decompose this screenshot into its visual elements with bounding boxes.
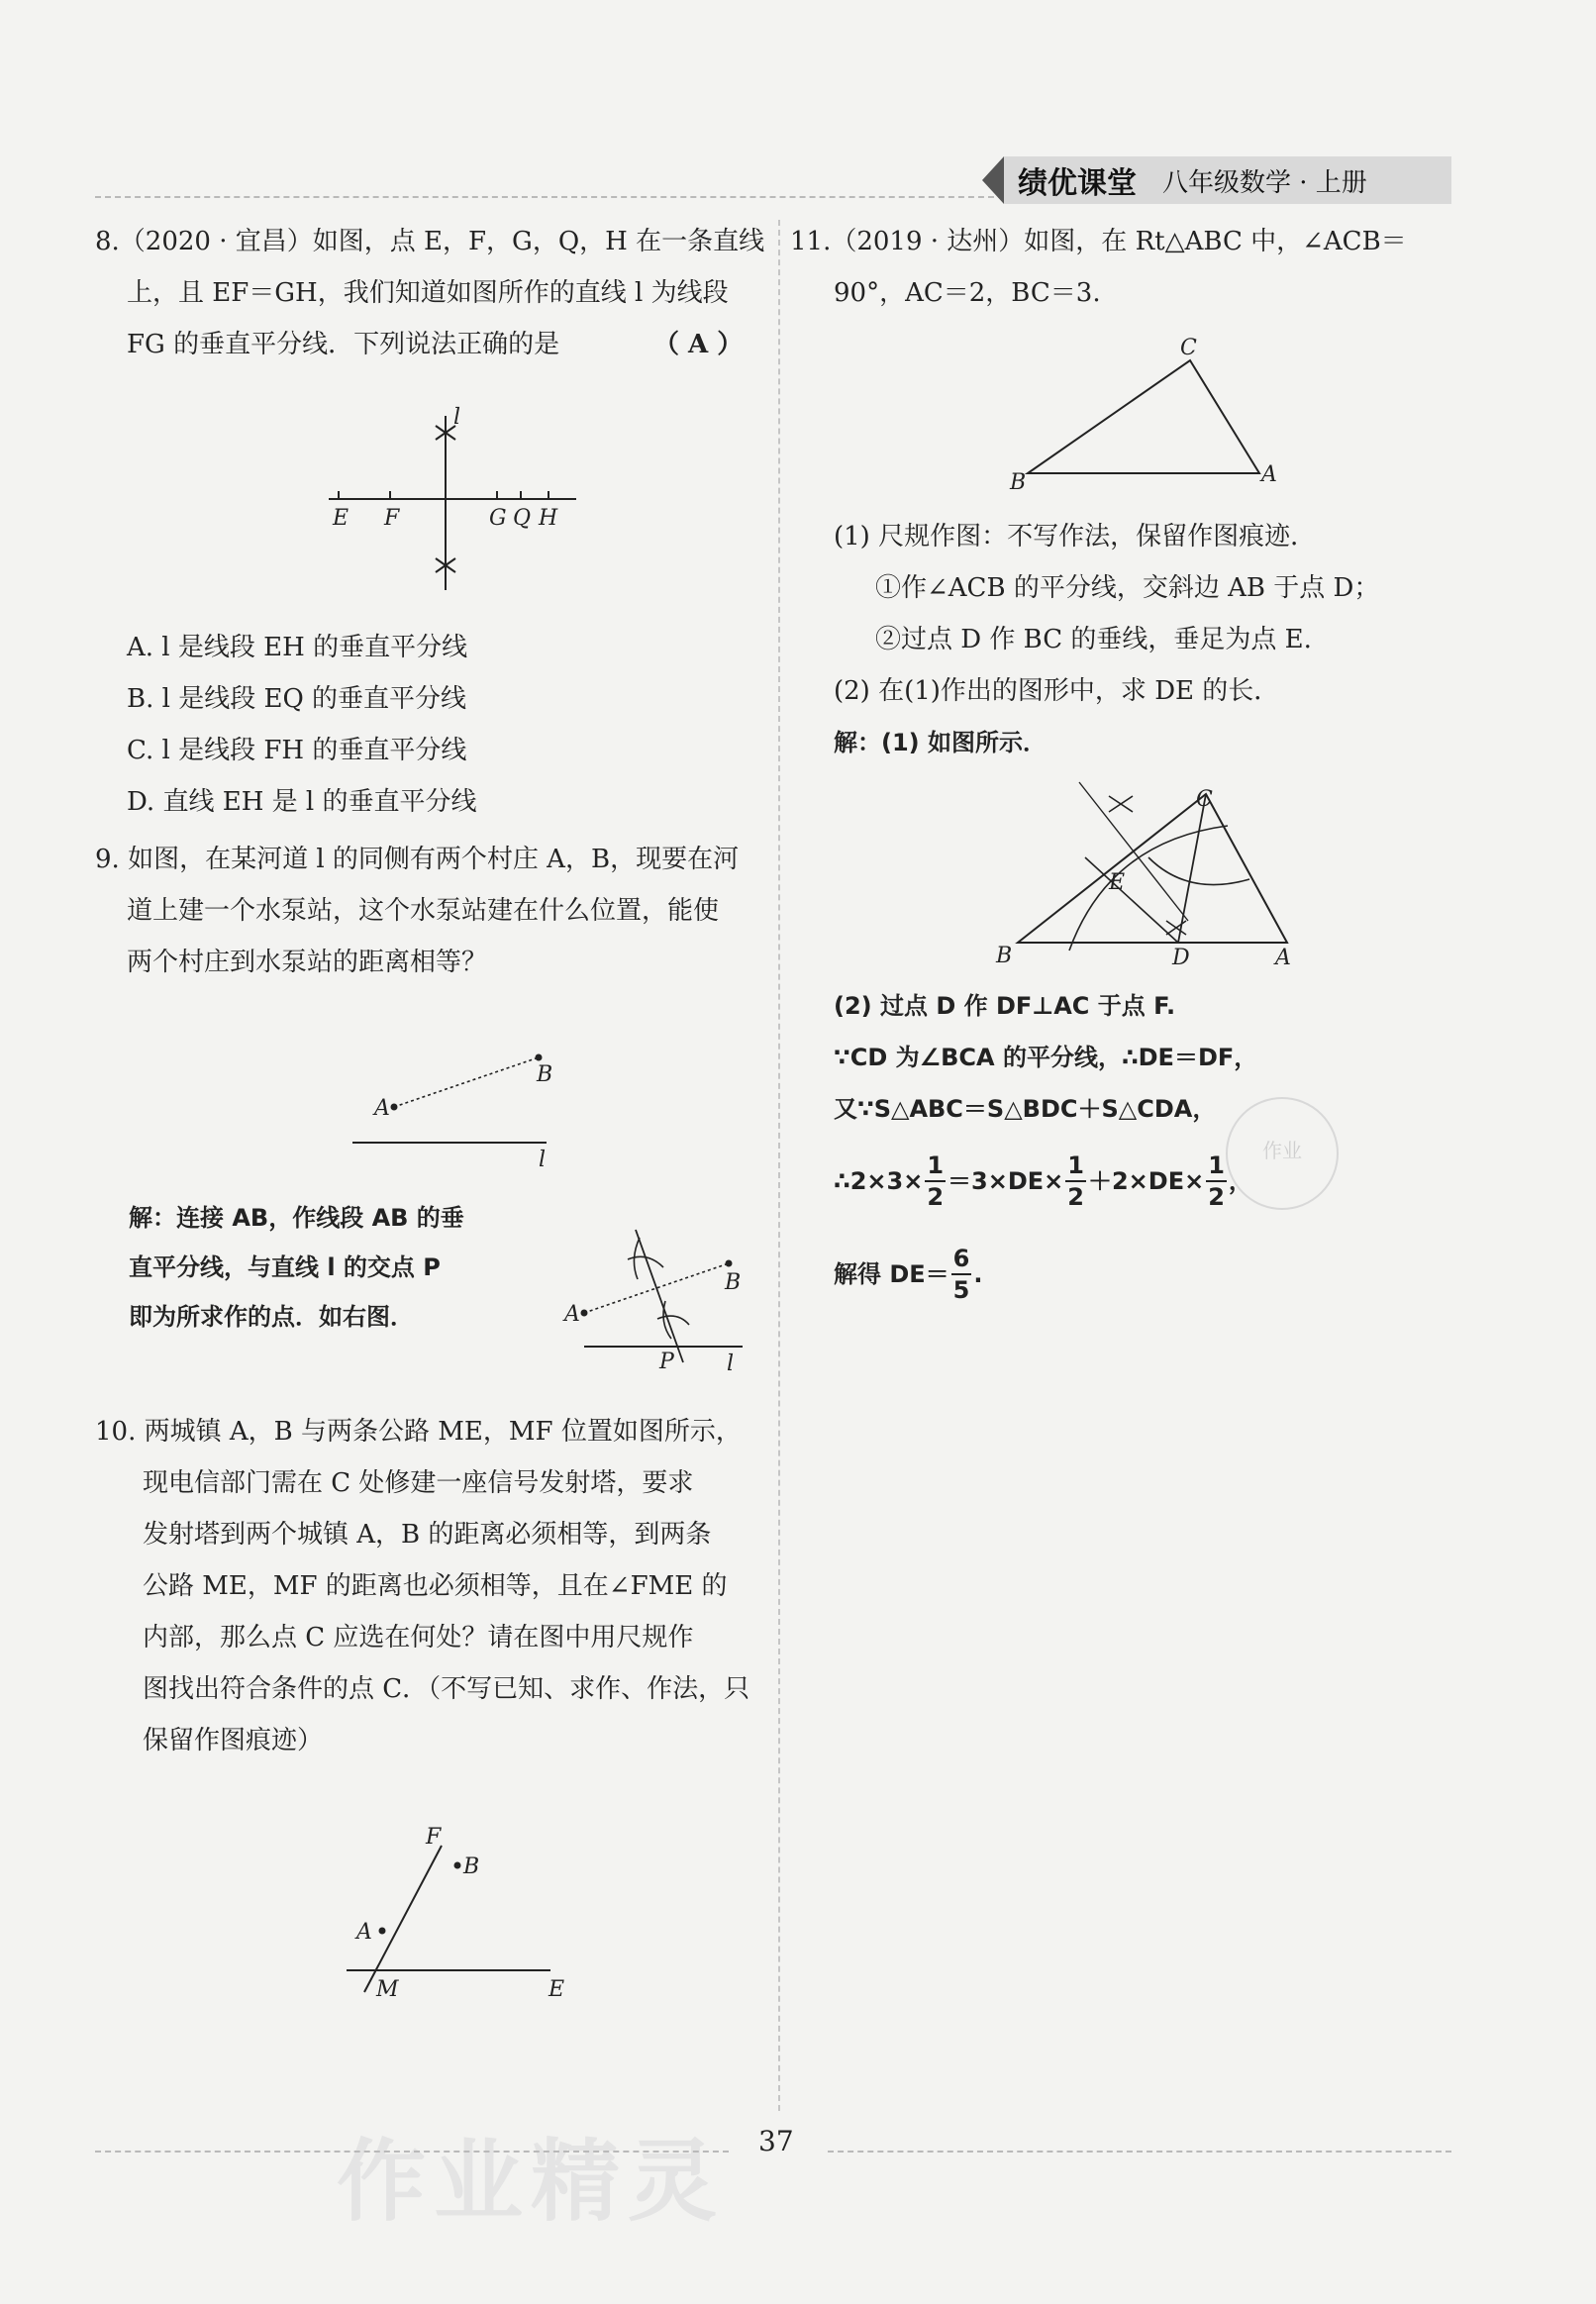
q11-solution-5-part-d: ， bbox=[1228, 1167, 1252, 1195]
q11-solution-5 bbox=[834, 1151, 1252, 1212]
q8-answer: （ A ） bbox=[653, 330, 744, 359]
page-number: 37 bbox=[758, 2125, 794, 2157]
q11-fraction-2-den: 2 bbox=[1067, 1183, 1084, 1211]
q11-fraction-1-den: 2 bbox=[927, 1183, 945, 1211]
q11-solution-6 bbox=[834, 1244, 983, 1305]
q11-part-1b: ②过点 D 作 BC 的垂线，垂足为点 E. bbox=[875, 625, 1312, 654]
q10-label-M: M bbox=[376, 1977, 399, 2002]
q11-solution-2: (2) 过点 D 作 DF⊥AC 于点 F. bbox=[834, 992, 1176, 1020]
q8-option-c: C. l 是线段 FH 的垂直平分线 bbox=[127, 736, 467, 765]
q11-fraction-de-num: 6 bbox=[951, 1244, 972, 1275]
q11-label-C: C bbox=[1180, 336, 1197, 360]
q10-line-5: 内部，那么点 C 应选在何处？请在图中用尺规作 bbox=[143, 1623, 694, 1653]
q9-solution-1: 解：连接 AB，作线段 AB 的垂 bbox=[129, 1204, 464, 1232]
q9-solution-figure bbox=[554, 1208, 772, 1376]
q10-figure bbox=[337, 1822, 584, 2010]
q11-label-A: A bbox=[1261, 462, 1277, 487]
q10-label-F: F bbox=[426, 1825, 442, 1850]
q11-solution-4: 又∵S△ABC＝S△BDC＋S△CDA， bbox=[834, 1095, 1217, 1123]
q10-line-6: 图找出符合条件的点 C．（不写已知、求作、作法，只 bbox=[143, 1674, 750, 1704]
q9-solution-2: 直平分线，与直线 l 的交点 P bbox=[129, 1253, 441, 1281]
q9-sol-label-A: A bbox=[564, 1302, 580, 1327]
q11-fraction-1-num: 1 bbox=[925, 1151, 946, 1182]
stamp-logo: 作业 bbox=[1226, 1097, 1339, 1210]
q8-label-G: G bbox=[489, 506, 507, 531]
q10-label-A: A bbox=[356, 1920, 372, 1945]
q8-line-1: 8.（2020 · 宜昌）如图，点 E，F，G，Q，H 在一条直线 bbox=[95, 227, 765, 256]
q9-line-3: 两个村庄到水泵站的距离相等？ bbox=[127, 948, 488, 977]
book-title: 八年级数学 · 上册 bbox=[1162, 167, 1367, 198]
q8-label-H: H bbox=[539, 506, 558, 531]
q8-label-F: F bbox=[384, 506, 400, 531]
q11-solution-figure bbox=[990, 772, 1307, 970]
q11-sol-label-C: C bbox=[1196, 787, 1213, 812]
q9-figure bbox=[337, 1038, 574, 1176]
q11-fraction-1 bbox=[925, 1151, 946, 1212]
q10-label-E: E bbox=[549, 1977, 565, 2002]
running-header bbox=[1004, 156, 1451, 204]
q8-label-E: E bbox=[333, 506, 349, 531]
q8-label-Q: Q bbox=[513, 506, 532, 531]
q11-solution-5-part-b: ＝3×DE× bbox=[948, 1167, 1064, 1195]
q10-line-4: 公路 ME，MF 的距离也必须相等，且在∠FME 的 bbox=[143, 1571, 728, 1601]
q11-part-1: (1) 尺规作图：不写作法，保留作图痕迹． bbox=[834, 522, 1317, 551]
q10-label-B: B bbox=[463, 1854, 480, 1879]
q11-solution-6-text: 解得 DE＝ bbox=[834, 1260, 949, 1288]
q11-solution-5-part-a: ∴2×3× bbox=[834, 1167, 924, 1195]
q11-sol-label-E: E bbox=[1109, 870, 1126, 895]
q11-solution-3: ∵CD 为∠BCA 的平分线，∴DE＝DF， bbox=[834, 1044, 1258, 1071]
header-triangle-icon bbox=[982, 156, 1004, 204]
q8-option-a: A. l 是线段 EH 的垂直平分线 bbox=[127, 633, 468, 662]
series-brand: 绩优课堂 bbox=[1018, 166, 1137, 201]
q11-fraction-3 bbox=[1206, 1151, 1227, 1212]
q11-line-1: 11.（2019 · 达州）如图，在 Rt△ABC 中，∠ACB＝ bbox=[790, 227, 1407, 256]
q8-option-d: D. 直线 EH 是 l 的垂直平分线 bbox=[127, 787, 477, 817]
q9-label-l: l bbox=[539, 1148, 547, 1172]
q11-fraction-3-den: 2 bbox=[1208, 1183, 1225, 1211]
q11-sol-label-B: B bbox=[996, 944, 1013, 968]
q9-sol-label-l: l bbox=[727, 1352, 735, 1376]
q11-part-2: (2) 在(1)作出的图形中，求 DE 的长． bbox=[834, 676, 1280, 706]
q11-fraction-de-den: 5 bbox=[952, 1276, 970, 1304]
q11-solution-6-end: . bbox=[973, 1260, 983, 1288]
q11-sol-label-D: D bbox=[1172, 946, 1190, 970]
q11-label-B: B bbox=[1010, 470, 1027, 495]
q11-solution-5-part-c: ＋2×DE× bbox=[1087, 1167, 1205, 1195]
q9-sol-label-B: B bbox=[725, 1270, 742, 1295]
q11-fraction-2-num: 1 bbox=[1065, 1151, 1086, 1182]
q8-figure bbox=[317, 400, 594, 598]
q9-line-1: 9. 如图，在某河道 l 的同侧有两个村庄 A，B，现要在河 bbox=[95, 845, 740, 874]
column-divider bbox=[778, 220, 780, 2111]
q11-part-1a: ①作∠ACB 的平分线，交斜边 AB 于点 D； bbox=[875, 573, 1380, 603]
q11-solution-1: 解：(1) 如图所示． bbox=[834, 729, 1047, 756]
q11-fraction-3-num: 1 bbox=[1206, 1151, 1227, 1182]
q11-fraction-de bbox=[951, 1244, 972, 1305]
q9-sol-label-P: P bbox=[659, 1350, 674, 1374]
q9-solution-3: 即为所求作的点．如右图． bbox=[129, 1303, 414, 1331]
q11-sol-label-A: A bbox=[1275, 946, 1291, 970]
q8-option-b: B. l 是线段 EQ 的垂直平分线 bbox=[127, 684, 467, 714]
q10-line-7: 保留作图痕迹） bbox=[143, 1726, 324, 1755]
q8-line-2: 上，且 EF＝GH，我们知道如图所作的直线 l 为线段 bbox=[127, 278, 729, 308]
q11-fraction-2 bbox=[1065, 1151, 1086, 1212]
q8-label-l: l bbox=[453, 405, 461, 430]
footer-rule-right bbox=[828, 2151, 1451, 2153]
q10-line-1: 10. 两城镇 A，B 与两条公路 ME，MF 位置如图所示， bbox=[95, 1417, 742, 1447]
q10-line-2: 现电信部门需在 C 处修建一座信号发射塔，要求 bbox=[143, 1468, 694, 1498]
q11-line-2: 90°，AC＝2，BC＝3. bbox=[834, 278, 1101, 308]
q8-line-3: FG 的垂直平分线．下列说法正确的是 bbox=[127, 330, 560, 359]
header-rule bbox=[95, 196, 1004, 198]
q10-line-3: 发射塔到两个城镇 A，B 的距离必须相等，到两条 bbox=[143, 1520, 712, 1550]
footer-rule-left bbox=[95, 2151, 729, 2153]
q9-label-B: B bbox=[537, 1062, 553, 1087]
watermark: 作业精灵 bbox=[337, 2130, 725, 2234]
q9-label-A: A bbox=[374, 1096, 390, 1121]
q9-line-2: 道上建一个水泵站，这个水泵站建在什么位置，能使 bbox=[127, 896, 720, 926]
q11-figure bbox=[1000, 333, 1297, 501]
